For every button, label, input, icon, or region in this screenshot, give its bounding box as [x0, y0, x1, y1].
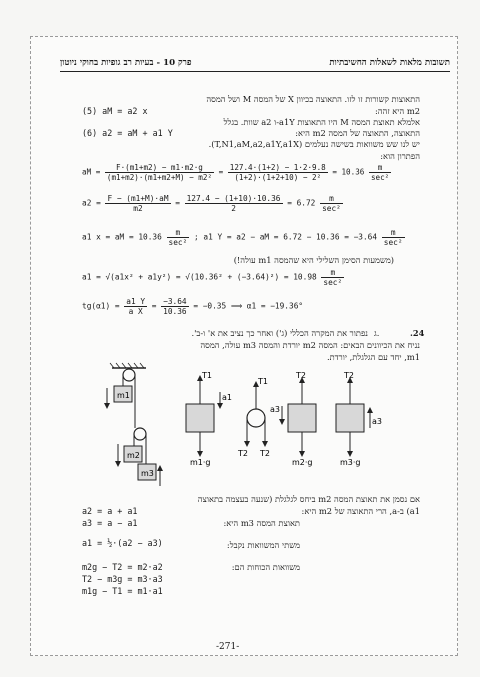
- bottom-line-2-text: ב-a, הרי התאוצה של m2 היא:: [301, 506, 404, 516]
- eq-aM: aM = $\frac{F\cdot(m1+m2) - m1\cdot m2\cdot g}{\text{(m1+m2)·(m1+m2+M) − m2²}}$ = $\frac{127.4\cdot(1+2) - 1\cdot 2\cdot 9.8}{\text{(1+2)·(1+2+10) − 2²}}$ = 10.36 $\frac{m}{\text{sec²}}$: [82, 163, 390, 182]
- fbd-pulley: [247, 409, 265, 427]
- intro-line-2-text: היא זהה:: [374, 106, 405, 116]
- tg-f1d: a X: [128, 307, 143, 316]
- unit-d: sec²: [383, 238, 403, 247]
- eq-tg-alpha: tg(α1) = $\frac{a1 Y}{\text{a X}}$ = $\frac{-3.64}{10.36}$ = −0.35 ⟹ α1 = −19.36°: [82, 297, 304, 316]
- a1y-eq: ; a1 Y = a2 − aM = 6.72 − 10.36 = −3.64: [194, 232, 378, 242]
- m1-label: m1: [117, 391, 130, 400]
- unit: [382, 228, 405, 247]
- force-eq-2: T2 − m3g = m3·a3: [82, 574, 163, 584]
- pulley-diagram: [82, 362, 382, 500]
- fbd-m1-block: [186, 404, 214, 432]
- eq-a2: a2 = $\frac{F - (m1+M)\cdot aM}{m2}$ = $\frac{127.4 - (1+10)\cdot 10.36}{2}$ = 6.72 $\frac{m}{\text{sec²}}$: [82, 194, 341, 213]
- tg-f1n: a1 Y: [126, 297, 146, 306]
- tg-result: = −0.35 ⟹ α1 = −19.36°: [193, 301, 304, 311]
- unit-d: sec²: [322, 204, 341, 213]
- bottom-line-3: תאוצת המסה m3 היא:: [223, 518, 300, 528]
- aM-unit: [369, 163, 391, 182]
- a1-label: a1: [222, 393, 232, 402]
- eq-6: (6) a2 = aM + a1 Y: [82, 128, 173, 138]
- unit: [167, 228, 190, 247]
- m2-label: m2: [127, 451, 140, 460]
- fbd-m3-block: [336, 404, 364, 432]
- tg-f2d: 10.36: [163, 307, 187, 316]
- unit-n: m: [320, 194, 343, 204]
- unit-n: m: [321, 268, 344, 278]
- unit-d: sec²: [323, 278, 343, 287]
- a2-num2: 127.4 − (1+10)·10.36: [186, 194, 281, 203]
- aM-lhs: aM =: [82, 167, 101, 177]
- bottom-line-2: [302, 506, 420, 517]
- q24-line-3: m1, יחד עם הגלגלת, יורדת.: [326, 352, 420, 362]
- T2-label: T2: [238, 449, 248, 458]
- bottom-line-4: משתי המשוואות נקבל:: [226, 540, 300, 550]
- unit-n: m: [369, 163, 391, 173]
- eq-a1-combined: a1 = ½·(a2 − a3): [82, 538, 163, 548]
- fixed-pulley: [123, 369, 135, 381]
- a2-result: = 6.72: [287, 198, 316, 208]
- T1-label: T1: [258, 377, 268, 386]
- m1g-label: m1·g: [190, 458, 211, 467]
- aM-num2: 127.4·(1+2) − 1·2·9.8: [229, 163, 326, 172]
- aM-fraction-numeric: [228, 163, 328, 182]
- tg-frac-1: [124, 297, 147, 316]
- a2-den: m2: [133, 204, 143, 213]
- eq-a3-rel: a3 = a − a1: [82, 518, 138, 528]
- question-part: ג.: [374, 328, 380, 338]
- m3g-label: m3·g: [340, 458, 361, 467]
- aM-num: F·(m1+m2) − m1·m2·g: [105, 163, 214, 173]
- header-chapter: פרק 10 - בעיות רב גופיות בחוקי ניוטון: [60, 58, 192, 68]
- unit-d: sec²: [370, 173, 390, 182]
- ceiling: [110, 363, 146, 368]
- a3-label: a3: [372, 417, 382, 426]
- T2-label: T2: [296, 371, 306, 380]
- a2-fraction-numeric: [185, 194, 283, 213]
- aM-den2: (1+2)·(1+2+10) − 2²: [234, 173, 322, 182]
- moving-pulley: [134, 428, 146, 440]
- m3-label: m3: [141, 469, 154, 478]
- aM-result: = 10.36: [332, 167, 365, 177]
- fbd-m2-block: [288, 404, 316, 432]
- running-header: [60, 57, 450, 72]
- intro-line-1: התאוצות קשורות זו לזו. התאוצה בכיוון X של המסה M ושל המסה: [206, 94, 420, 104]
- aM-fraction-symbolic: [105, 163, 214, 182]
- force-eq-1: m2g − T2 = m2·a2: [82, 562, 163, 572]
- q24-line-2: נניח את הכיוונים הבאים: המסה m2 יורדת והמסה m3 עולה, המסה: [200, 340, 420, 350]
- T2-label: T2: [260, 449, 270, 458]
- a3-label: a3: [270, 405, 280, 414]
- tg-lhs: tg(α1) =: [82, 301, 120, 311]
- eq-5: (5) aM = a2 x: [82, 106, 148, 116]
- a1x-eq: a1 x = aM = 10.36: [82, 232, 162, 242]
- header-book: תשובות מלאות לשאלות החשיבתיות: [329, 58, 450, 68]
- intro-line-2: [375, 106, 420, 117]
- tg-f2n: −3.64: [163, 297, 187, 306]
- unit: [321, 268, 344, 287]
- bottom-line-5: משוואות הכוחות הם:: [231, 562, 300, 572]
- a2-den2: 2: [231, 204, 236, 213]
- unit-n: m: [167, 228, 190, 238]
- a1-ref: a1): [406, 506, 420, 516]
- aM-den: (m1+m2)·(m1+m2+M) − m2²: [106, 173, 213, 182]
- intro-line-5: יש לנו שש משוואות בשישה נעלמים (T,N1,aM,a2,a1Y,a1X).: [208, 139, 420, 149]
- intro-line-6: הפתרון הוא:: [380, 151, 420, 161]
- force-eq-3: m1g − T1 = m1·a1: [82, 586, 163, 596]
- mass-label: m2: [406, 106, 420, 116]
- eq-a2-rel: a2 = a + a1: [82, 506, 138, 516]
- intro-line-3: אלמלא תאוצת המסה M היו התאוצות a1Y-ו a2 שוות. בגלל: [223, 117, 420, 127]
- page-number: -271-: [216, 642, 240, 652]
- tg-frac-2: [161, 297, 188, 316]
- sign-note: (משמעות הסימן השלילי היא שהמסה m1 עולה!): [233, 255, 394, 265]
- eq-a1x-a1y: [82, 228, 405, 247]
- T1-label: T1: [202, 371, 212, 380]
- a2-unit: [320, 194, 343, 213]
- m2g-label: m2·g: [292, 458, 313, 467]
- eq-a1: [82, 268, 344, 287]
- a2-lhs: a2 =: [82, 198, 101, 208]
- question-number: .24: [410, 328, 425, 338]
- unit-d: sec²: [168, 238, 188, 247]
- intro-line-4: התאוצה, התאוצה של המסה m2 היא:: [295, 128, 420, 138]
- a2-fraction-symbolic: [105, 194, 170, 213]
- unit-n: m: [382, 228, 405, 238]
- a2-num: F − (m1+M)·aM: [107, 194, 169, 203]
- q24-line-1: נפתור את המקרה הכללי (ג') ואחר כך נציב את א' ו-ב'.: [191, 328, 368, 338]
- a1-eq: a1 = √(a1x² + a1y²) = √(10.36² + (−3.64)²) = 10.98: [82, 272, 317, 282]
- T2-label: T2: [344, 371, 354, 380]
- bottom-line-1: אם נסמן את תאוצת המסה m2 ביחס לגלגלת (שנעה בעצמה בתאוצה: [197, 494, 420, 504]
